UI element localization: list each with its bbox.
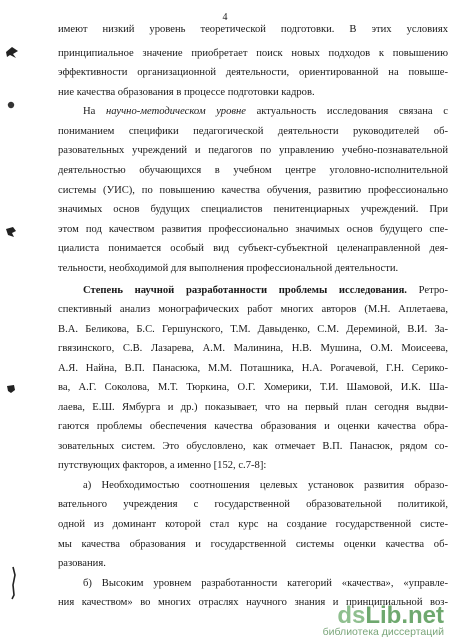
text-line bbox=[58, 440, 448, 454]
text-run: спективный анализ монографических работ многих авторов (М.Н. Аплетаева, bbox=[58, 304, 448, 315]
text-run: имеют низкий уровень теоретической подготовки. В этих условиях bbox=[58, 24, 448, 35]
text-line bbox=[58, 223, 448, 237]
text-line bbox=[58, 498, 448, 512]
text-run: мы качества образования и государственной системы оценки качества об- bbox=[58, 539, 448, 550]
text-line bbox=[83, 105, 448, 119]
text-line bbox=[58, 242, 448, 256]
text-run: лаева, Е.Ш. Ямбурга и др.) показывает, что на первый план сегодня выдви- bbox=[58, 402, 448, 413]
italic-phrase: научно-методическом уровне bbox=[106, 106, 246, 117]
text-line bbox=[58, 125, 448, 139]
text-line bbox=[58, 303, 448, 317]
margin-stroke-icon bbox=[8, 565, 18, 601]
text-run: А.Я. Найна, В.П. Панасюка, М.М. Поташника, Н.А. Рогачевой, Г.Н. Серико- bbox=[58, 363, 448, 374]
text-run: одной из доминант которой стал курс на создание государственной систе- bbox=[58, 519, 448, 530]
text-line bbox=[58, 144, 448, 158]
text-run: системы (УИС), по повышению качества обучения, развитию профессионально bbox=[58, 185, 448, 196]
text-run: актуальность исследования связана с bbox=[245, 106, 448, 117]
bold-heading: Степень научной разработанности проблемы исследования. bbox=[83, 285, 407, 296]
margin-dot-icon bbox=[6, 100, 16, 110]
text-run: циалиста понимается особый вид субъект-субъектной целенаправленной дея- bbox=[58, 243, 448, 254]
text-line bbox=[58, 47, 448, 61]
text-run: разования. bbox=[58, 558, 106, 569]
text-run: Ретро- bbox=[406, 285, 448, 296]
watermark bbox=[323, 602, 444, 638]
text-line bbox=[58, 23, 448, 37]
text-run: эффективности организационной деятельности, ориентированной на повыше- bbox=[58, 67, 448, 78]
text-line bbox=[58, 557, 106, 571]
watermark-logo: dsLib.net bbox=[337, 602, 444, 629]
text-run: б) Высоким уровнем разработанности категорий «качества», «управле- bbox=[83, 578, 448, 589]
text-run: этом под качеством развития профессионально значимых основ будущего спе- bbox=[58, 224, 448, 235]
text-line bbox=[58, 323, 448, 337]
margin-mark-icon bbox=[5, 383, 17, 395]
text-run: гвязинского, С.В. Лазарева, А.М. Малинина, Н.В. Мушина, О.М. Моисеева, bbox=[58, 343, 448, 354]
text-run: тельности, необходимой для выполнения профессиональной деятельности. bbox=[58, 263, 399, 274]
margin-mark-icon bbox=[4, 44, 20, 60]
text-run: пониманием специфики педагогической деятельности руководителей об- bbox=[58, 126, 448, 137]
text-run: ва, А.Г. Соколова, М.Т. Тюркина, О.Г. Хомерики, Т.И. Шамовой, И.К. Ша- bbox=[58, 382, 448, 393]
text-run: На bbox=[83, 106, 107, 117]
text-line bbox=[58, 184, 448, 198]
text-line bbox=[58, 362, 448, 376]
text-line bbox=[83, 479, 448, 493]
text-run: ния качеством» во многих отраслях научного знания и принципиальной воз- bbox=[58, 597, 448, 608]
text-run: зовательных систем. Это обусловлено, как отмечает В.П. Панасюк, рядом со- bbox=[58, 441, 448, 452]
text-run: деятельностью обучающихся в учебном центре уголовно-исполнительной bbox=[58, 165, 448, 176]
text-line bbox=[58, 381, 448, 395]
text-line bbox=[83, 577, 448, 591]
text-line bbox=[58, 203, 448, 217]
text-run: ние качества образования в процессе подготовки кадров. bbox=[58, 87, 315, 98]
text-line bbox=[58, 164, 448, 178]
text-line bbox=[58, 538, 448, 552]
text-line bbox=[58, 518, 448, 532]
text-run: В.А. Беликова, Б.С. Гершунского, Т.М. Давыденко, С.М. Дереминой, В.И. За- bbox=[58, 324, 448, 335]
watermark-subtitle: библиотека диссертаций bbox=[322, 626, 444, 638]
text-line bbox=[58, 66, 448, 80]
text-line bbox=[58, 459, 266, 473]
text-line bbox=[58, 401, 448, 415]
text-run: а) Необходимостью соотношения целевых установок развития образо- bbox=[83, 480, 448, 491]
text-run: гаются проблемы обеспечения качества образования и оценки качества обра- bbox=[58, 421, 448, 432]
text-line bbox=[58, 86, 315, 100]
text-run: принципиальное значение приобретает поиск новых подходов к повышению bbox=[58, 48, 448, 59]
page-number: 4 bbox=[222, 12, 228, 23]
text-run: разовательных учреждений и педагогов по управлению учебно-познавательной bbox=[58, 145, 448, 156]
text-run: вательного учреждения с государственной образовательной политикой, bbox=[58, 499, 448, 510]
text-run: путствующих факторов, а именно [152, с.7-8]: bbox=[58, 460, 267, 471]
text-line bbox=[83, 284, 448, 298]
margin-mark-icon bbox=[4, 225, 18, 239]
text-line bbox=[58, 342, 448, 356]
text-line bbox=[58, 262, 398, 276]
text-line bbox=[58, 420, 448, 434]
text-run: значимых основ будущих специалистов пенитенциарных учреждений. При bbox=[58, 204, 448, 215]
